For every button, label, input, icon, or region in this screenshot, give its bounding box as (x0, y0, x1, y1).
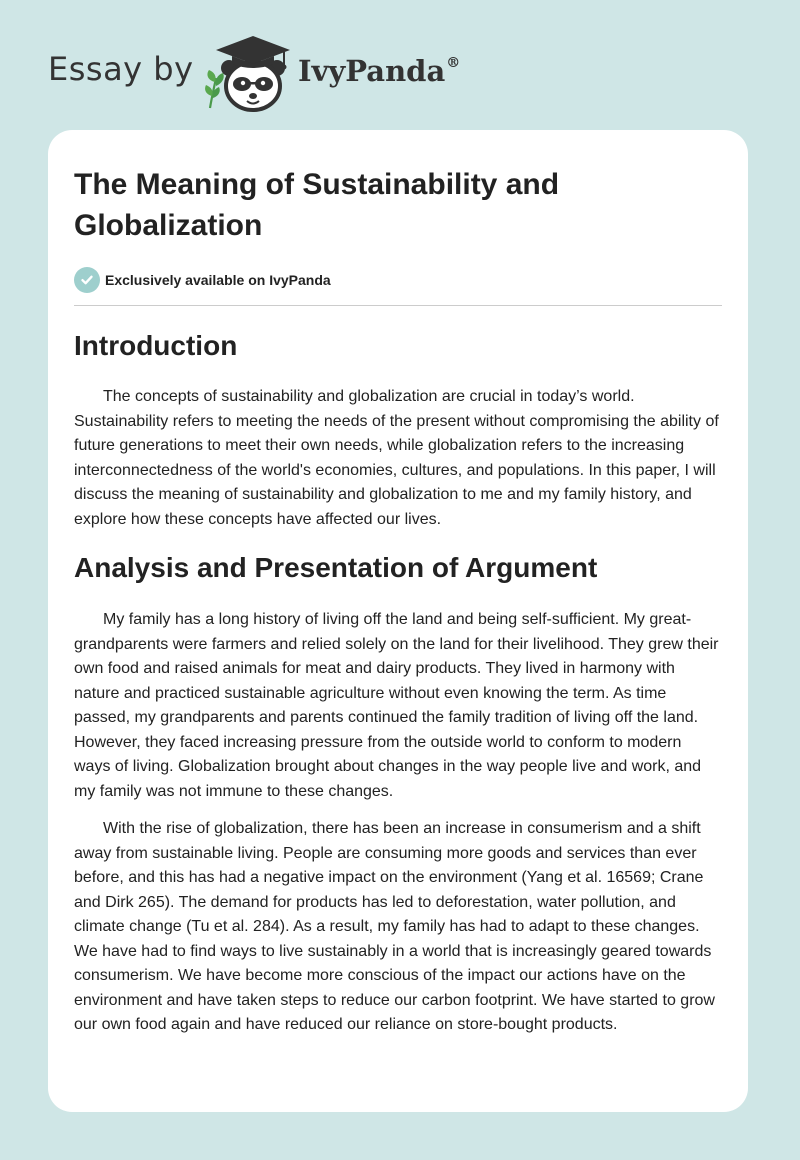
section-heading-introduction: Introduction (74, 330, 238, 361)
title-divider (74, 305, 722, 306)
exclusive-badge-text: Exclusively available on IvyPanda (105, 272, 331, 288)
brand-name: IvyPanda® (298, 54, 461, 88)
panda-logo-icon (204, 34, 294, 112)
checkmark-icon (74, 267, 100, 293)
essay-content (74, 164, 722, 1038)
paragraph: The concepts of sustainability and globalization are crucial in today’s world. Sustainability refers to meeting the needs of the present without compromising the ability of future generations to meet their own needs, while globalization refers to the increasing interconnectedness of the world's economies, cultures, and populations. In this paper, I will discuss the meaning of sustainability and globalization to me and my family history, and explore how these concepts have affected our lives. (74, 388, 719, 528)
essay-card (48, 130, 748, 1112)
paragraph: With the rise of globalization, there has been an increase in consumerism and a shift away from sustainable living. People are consuming more goods and services than ever before, and this has had a negative impact on the environment (Yang et al. 16569; Crane and Dirk 265). The demand for products has led to deforestation, water pollution, and climate change (Tu et al. 284). As a result, my family has had to adapt to these changes. We have had to find ways to live sustainably in a world that is increasingly geared towards consumerism. We have become more conscious of the impact our actions have on the environment and have taken steps to reduce our carbon footprint. We have started to grow our own food again and have reduced our reliance on store-bought products. (74, 820, 715, 1033)
paragraph: My family has a long history of living off the land and being self-sufficient. My great-grandparents were farmers and relied solely on the land for their livelihood. They grew their own food and raised animals for meat and dairy products. They lived in harmony with nature and practiced sustainable agriculture without even knowing the term. As time passed, my grandparents and parents continued the family tradition of living off the land. However, they faced increasing pressure from the outside world to conform to modern ways of living. Globalization brought about changes in the way people live and work, and my family was not immune to these changes. (74, 611, 719, 800)
site-header (48, 30, 568, 110)
registered-mark: ® (446, 55, 461, 71)
section-heading-analysis: Analysis and Presentation of Argument (74, 552, 598, 583)
exclusive-badge (74, 266, 722, 294)
essay-title: The Meaning of Sustainability and Globalization (74, 168, 560, 242)
essay-by-label: Essay by (48, 50, 194, 88)
